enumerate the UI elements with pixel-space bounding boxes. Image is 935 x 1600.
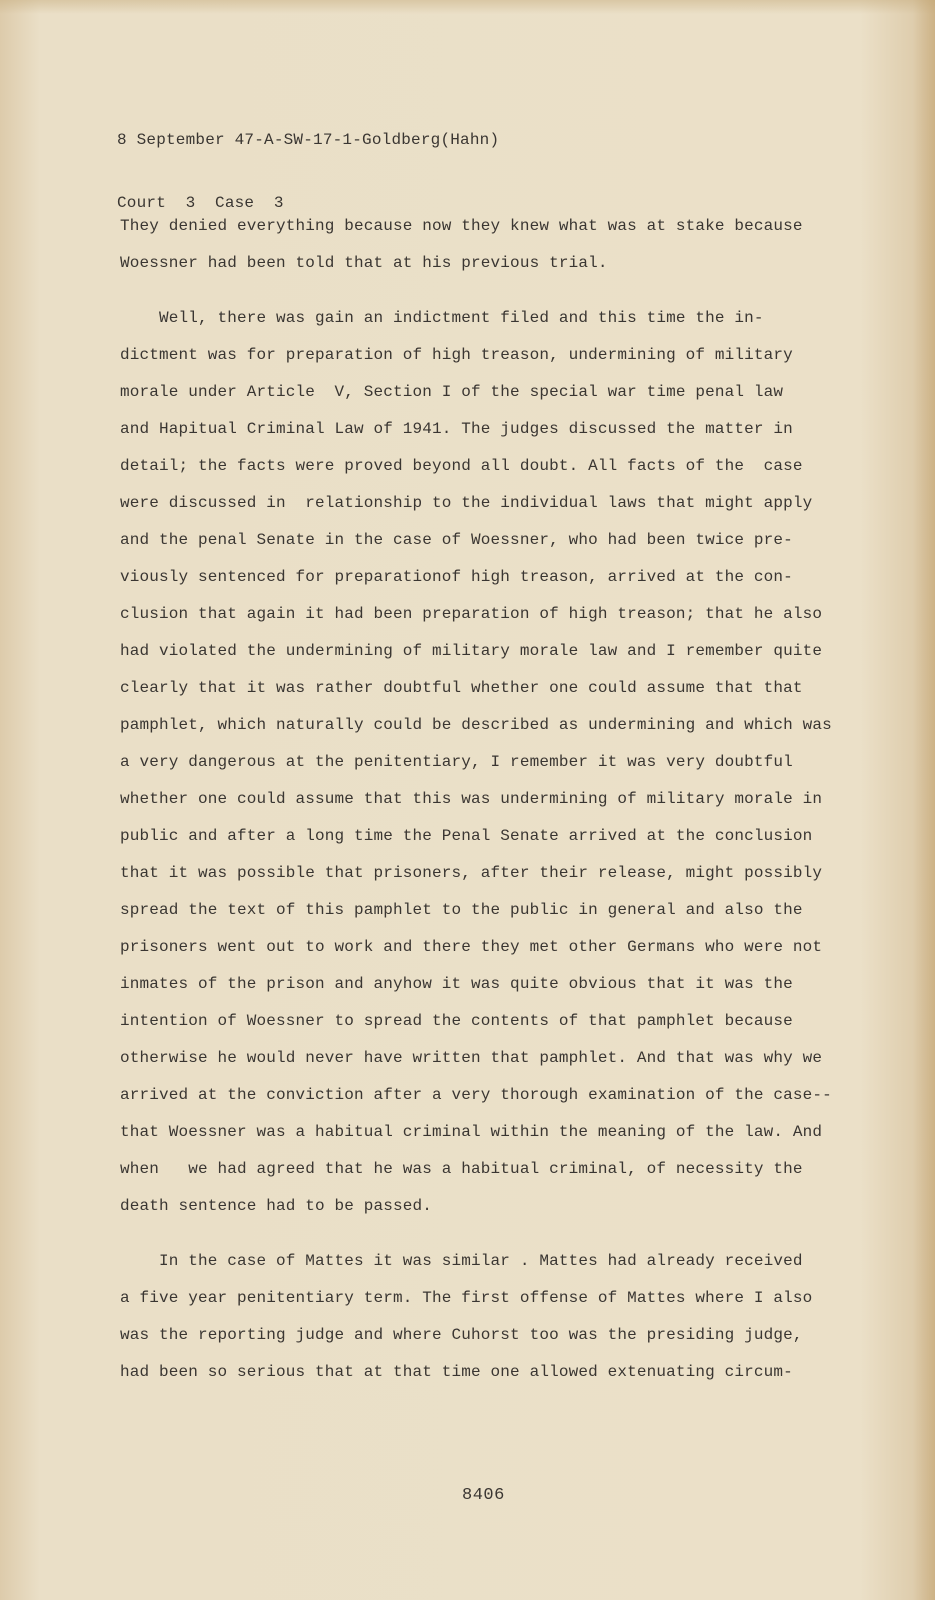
text-line: morale under Article V, Section I of the special war time penal law [120, 383, 784, 401]
text-line: were discussed in relationship to the individual laws that might apply [120, 494, 813, 512]
text-line: In the case of Mattes it was similar . Mattes had already received [120, 1252, 803, 1270]
text-line: viously sentenced for preparationof high treason, arrived at the con- [120, 568, 793, 586]
transcript-body [120, 208, 880, 1391]
paragraph-1 [120, 208, 880, 282]
text-line: intention of Woessner to spread the contents of that pamphlet because [120, 1012, 793, 1030]
text-line: Well, there was gain an indictment filed and this time the in- [120, 309, 764, 327]
text-line: pamphlet, which naturally could be described as undermining and which was [120, 716, 832, 734]
text-line: death sentence had to be passed. [120, 1197, 433, 1215]
text-line: had violated the undermining of military morale law and I remember quite [120, 642, 823, 660]
text-line: detail; the facts were proved beyond all doubt. All facts of the case [120, 457, 803, 475]
paragraph-2 [120, 300, 880, 1225]
text-line: prisoners went out to work and there they met other Germans who were not [120, 938, 823, 956]
text-line: dictment was for preparation of high treason, undermining of military [120, 346, 793, 364]
text-line: Woessner had been told that at his previous trial. [120, 254, 608, 272]
text-line: whether one could assume that this was undermining of military morale in [120, 790, 823, 808]
text-line: a five year penitentiary term. The first offense of Mattes where I also [120, 1289, 813, 1307]
text-line: otherwise he would never have written that pamphlet. And that was why we [120, 1049, 823, 1067]
page-number: 8406 [462, 1486, 505, 1505]
text-line: inmates of the prison and anyhow it was quite obvious that it was the [120, 975, 793, 993]
text-line: that Woessner was a habitual criminal within the meaning of the law. And [120, 1123, 823, 1141]
paper-top-edge [0, 0, 935, 14]
text-line: public and after a long time the Penal Senate arrived at the conclusion [120, 827, 813, 845]
paragraph-3 [120, 1243, 880, 1391]
text-line: spread the text of this pamphlet to the public in general and also the [120, 901, 803, 919]
text-line: that it was possible that prisoners, after their release, might possibly [120, 864, 823, 882]
text-line: and Hapitual Criminal Law of 1941. The judges discussed the matter in [120, 420, 793, 438]
header-court-case: Court 3 Case 3 [117, 194, 284, 212]
text-line: when we had agreed that he was a habitual criminal, of necessity the [120, 1160, 803, 1178]
paper-right-edge [913, 0, 935, 1600]
text-line: a very dangerous at the penitentiary, I remember it was very doubtful [120, 753, 793, 771]
text-line: had been so serious that at that time one allowed extenuating circum- [120, 1363, 793, 1381]
text-line: clearly that it was rather doubtful whether one could assume that that [120, 679, 803, 697]
text-line: and the penal Senate in the case of Woessner, who had been twice pre- [120, 531, 793, 549]
text-line: arrived at the conviction after a very thorough examination of the case-- [120, 1086, 832, 1104]
text-line: They denied everything because now they knew what was at stake because [120, 217, 803, 235]
text-line: was the reporting judge and where Cuhorst too was the presiding judge, [120, 1326, 803, 1344]
text-line: clusion that again it had been preparation of high treason; that he also [120, 605, 823, 623]
header-date-reference: 8 September 47-A-SW-17-1-Goldberg(Hahn) [117, 131, 500, 149]
